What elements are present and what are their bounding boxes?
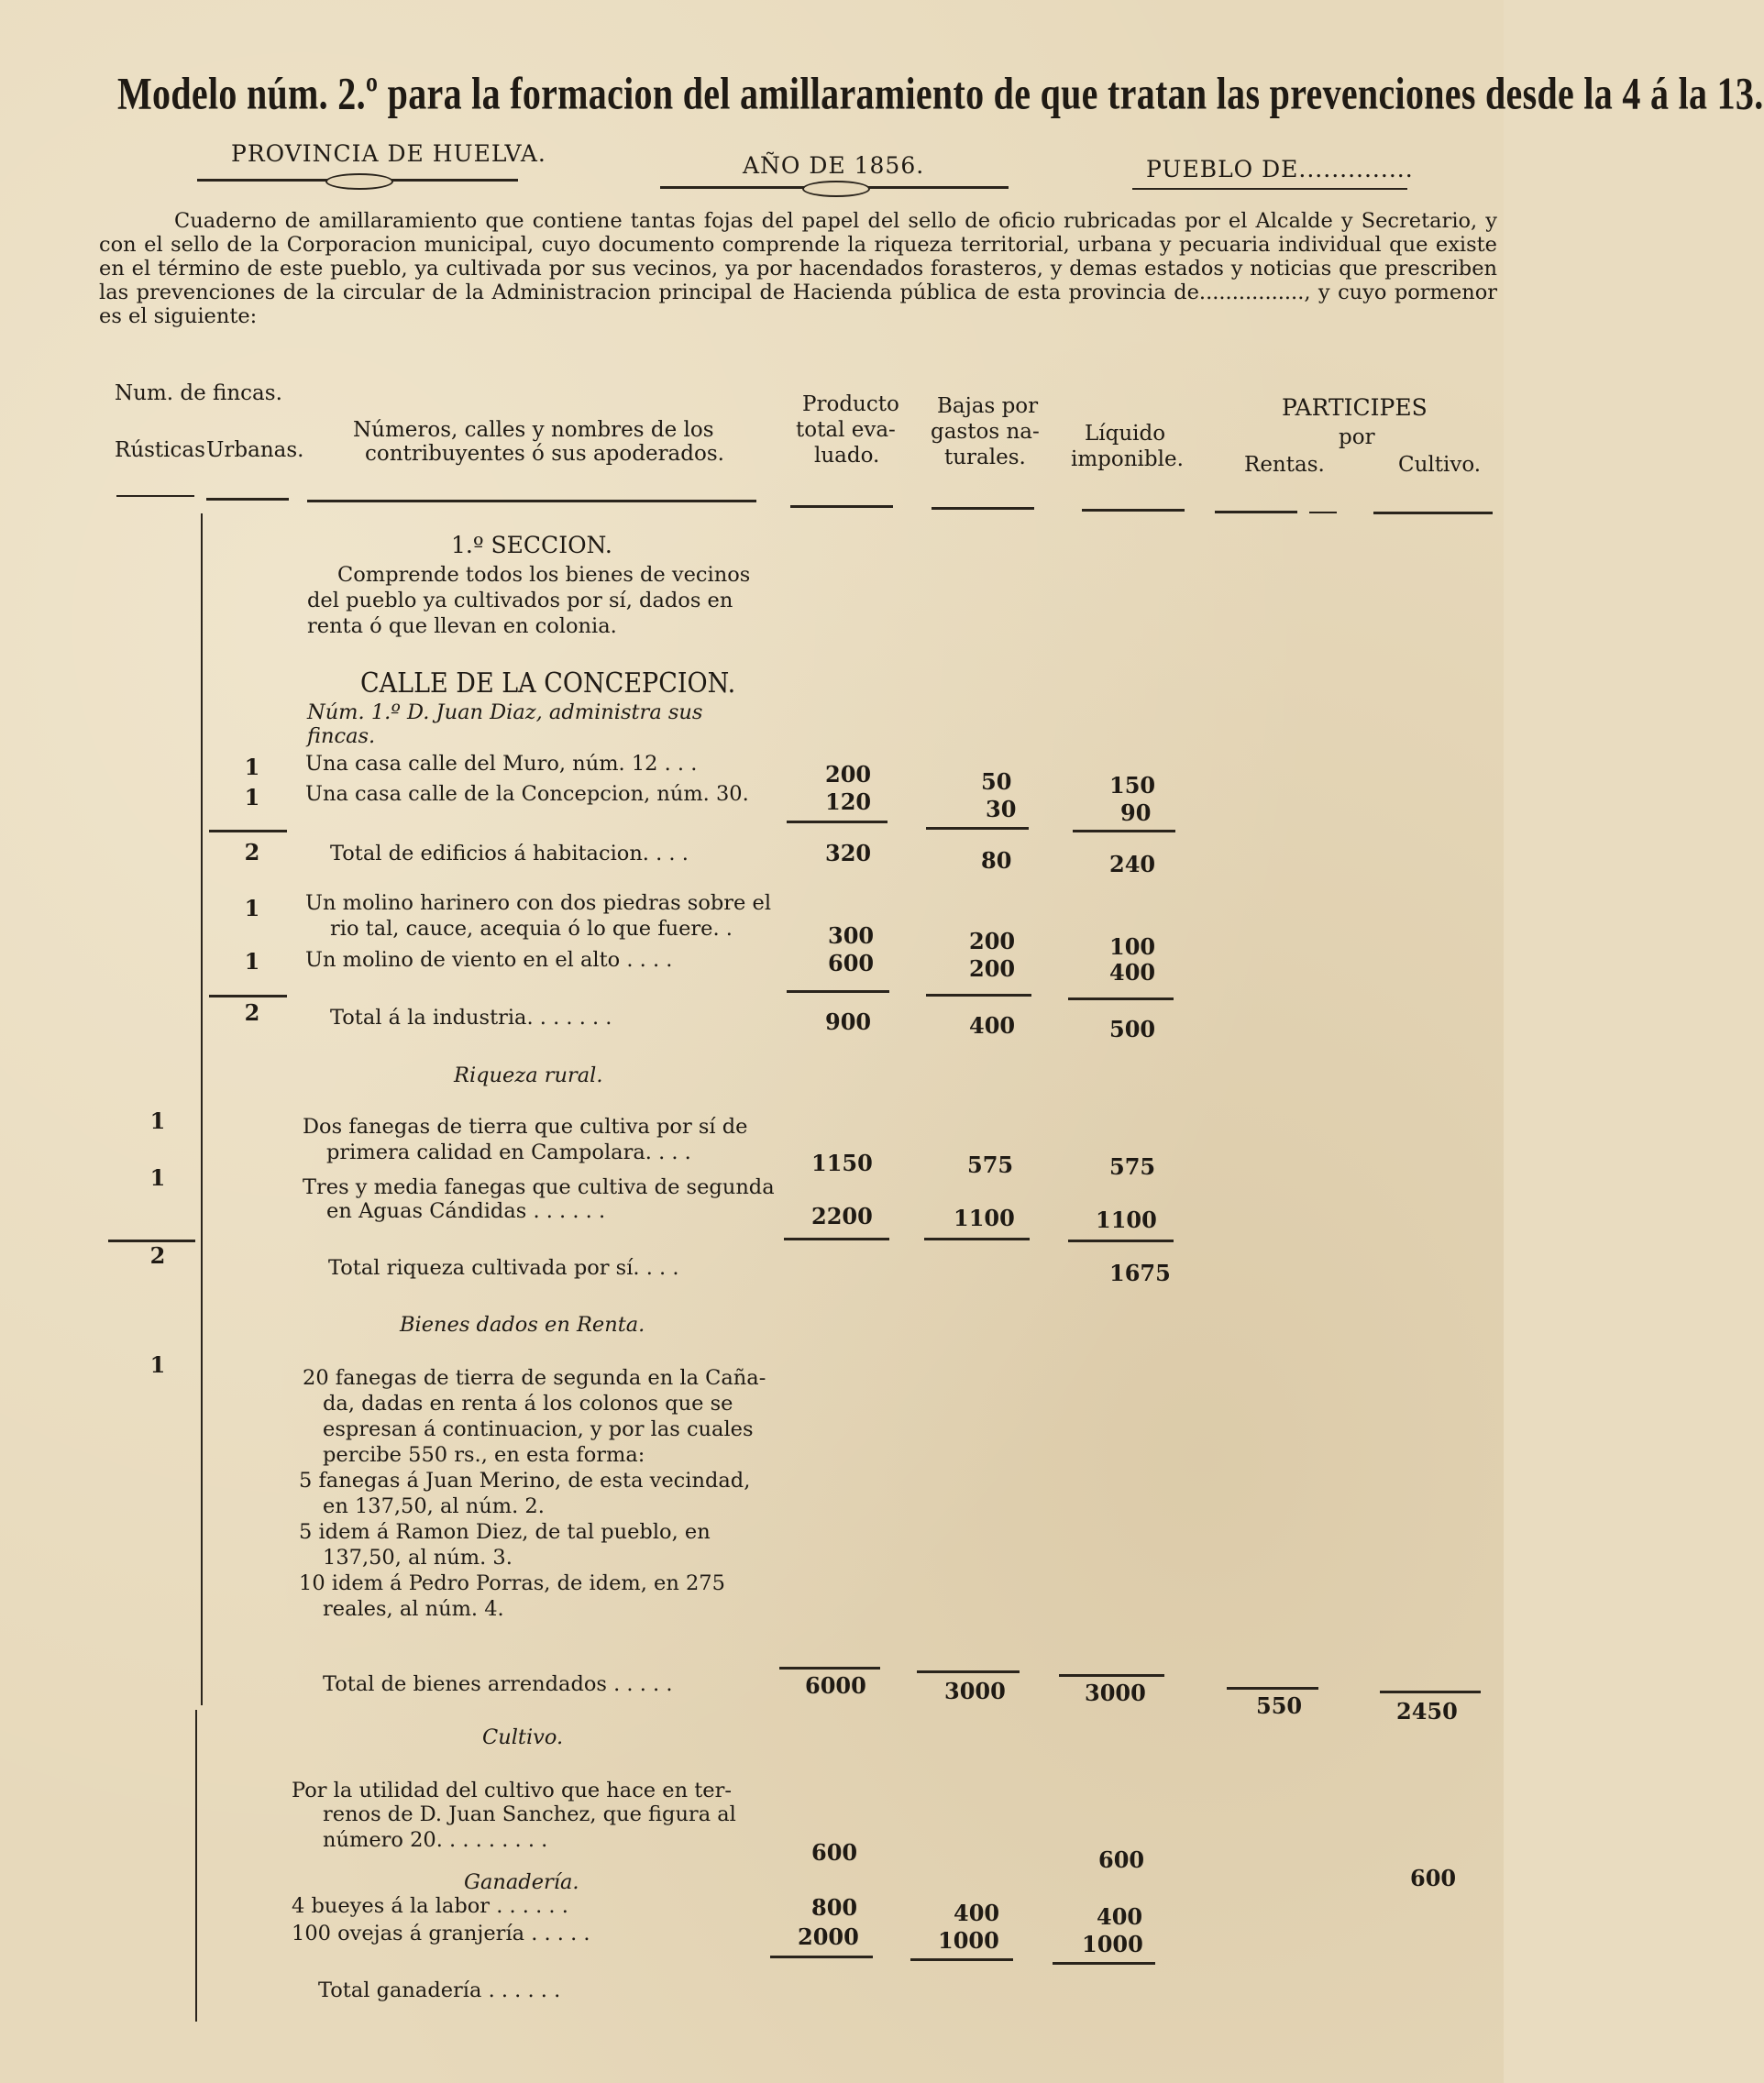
col-bajas-1: Bajas por [937,394,1039,418]
table-cell-liquido: 1675 [1109,1260,1171,1286]
subtotal-rule [779,1667,880,1670]
table-cell-cultivo: 2450 [1396,1698,1458,1725]
table-cell-urbanas: 2 [244,839,260,865]
renta-line: 137,50, al núm. 3. [323,1546,513,1570]
table-cell-description: Total de bienes arrendados . . . . . [323,1672,673,1696]
subtotal-rule [1059,1674,1164,1677]
table-cell-bajas: 50 [981,768,1012,795]
subtotal-rule [1068,1240,1174,1242]
renta-line: 20 fanegas de tierra de segunda en la Caña- [303,1366,766,1390]
table-cell-producto: 2200 [811,1203,873,1229]
subheading-bienes-renta: Bienes dados en Renta. [400,1313,645,1337]
header-pueblo: PUEBLO DE.............. [1146,156,1414,182]
table-cell-bajas: 200 [969,955,1016,982]
subtotal-rule [924,1238,1030,1240]
table-cell-bajas: 3000 [944,1678,1006,1704]
column-separator [195,1710,197,2022]
table-cell-rusticas: 2 [149,1242,166,1269]
col-participes: PARTICIPES [1282,394,1428,421]
table-cell-producto: 6000 [805,1672,866,1699]
col-producto-1: Producto [802,392,899,416]
table-cell-producto: 2000 [798,1923,859,1950]
table-cell-rusticas: 1 [149,1108,166,1134]
table-cell-description: Total ganadería . . . . . . [318,1978,561,2002]
table-cell-bajas: 200 [969,928,1016,954]
table-cell-producto: 600 [811,1839,858,1866]
table-cell-liquido: 100 [1109,933,1156,960]
table-cell-bajas: 1000 [938,1927,999,1954]
table-cell-bajas: 80 [981,847,1012,874]
table-cell-producto: 600 [828,950,875,976]
table-cell-producto: 1150 [811,1150,873,1176]
table-cell-rusticas: 1 [149,1351,166,1378]
table-cell-liquido: 400 [1109,959,1156,986]
table-cell-producto: 200 [825,761,872,788]
col-por: por [1339,425,1375,449]
renta-line: 10 idem á Pedro Porras, de idem, en 275 [299,1571,725,1595]
table-cell-description: 4 bueyes á la labor . . . . . . [292,1894,568,1918]
table-cell-liquido: 500 [1109,1016,1156,1042]
table-cell-bajas: 400 [969,1012,1016,1039]
subtotal-rule [1053,1962,1155,1965]
table-cell-urbanas: 1 [244,895,260,921]
table-cell-description: Dos fanegas de tierra que cultiva por sí de [303,1115,748,1139]
table-cell-urbanas: 1 [244,784,260,810]
col-producto-2: total eva- [796,418,896,442]
owner-heading: fincas. [307,724,376,748]
table-cell-description: Un molino de viento en el alto . . . . [305,948,673,972]
table-cell-bajas: 30 [986,796,1017,822]
table-cell-urbanas: 1 [244,754,260,780]
header-ano: AÑO DE 1856. [743,152,925,179]
subtotal-rule [926,827,1029,830]
col-bajas-2: gastos na- [931,420,1040,444]
table-cell-bajas: 575 [967,1152,1014,1178]
table-cell-bajas: 400 [954,1900,1000,1926]
intro-paragraph [99,209,1497,328]
header-rule [1373,512,1493,514]
section-desc: Comprende todos los bienes de vecinos [337,563,751,587]
table-cell-cultivo: 600 [1410,1865,1457,1891]
table-cell-producto: 300 [828,922,875,949]
col-producto-3: luado. [814,444,880,468]
table-cell-description: Una casa calle de la Concepcion, núm. 30. [305,782,749,806]
subheading-cultivo: Cultivo. [482,1725,564,1749]
table-cell-liquido: 1100 [1096,1207,1157,1233]
renta-line: percibe 550 rs., en esta forma: [323,1443,645,1467]
table-cell-producto: 320 [825,840,872,866]
subtotal-rule [787,990,889,993]
header-rule [1215,511,1297,513]
col-bajas-3: turales. [944,446,1026,469]
table-cell-liquido: 575 [1109,1153,1156,1180]
table-cell-description: 100 ovejas á granjería . . . . . [292,1922,590,1945]
renta-line: 5 idem á Ramon Diez, de tal pueblo, en [299,1520,711,1544]
table-cell-urbanas: 2 [244,999,260,1026]
intro-text: Cuaderno de amillaramiento que contiene tantas fojas del papel del sello de oficio rubricadas por el Alcalde y Secretario, y con el sello de la Corporacion municipal, cuyo documento comprende la riqueza territorial, urbana y pecuaria individual que existe en el término de este pueblo, ya cultivada por sus vecinos, ya por hacendados forasteros, y demas estados y noticias que prescriben las prevenciones de la circular de la Administracion principal de Hacienda pública de esta provincia de................, y cuyo pormenor es el siguiente: [99,209,1497,328]
subtotal-rule [787,821,888,823]
header-ornament-center [660,186,1009,189]
street-heading: CALLE DE LA CONCEPCION. [360,667,736,700]
renta-line: da, dadas en renta á los colonos que se [323,1392,733,1416]
table-cell-rentas: 550 [1256,1692,1303,1719]
table-cell-description: Tres y media fanegas que cultiva de segunda [303,1175,775,1199]
col-contribuyentes-2: contribuyentes ó sus apoderados. [365,442,724,466]
col-num-fincas: Num. de fincas. [115,381,282,405]
table-cell-description: Un molino harinero con dos piedras sobre el [305,891,772,915]
subtotal-rule [1227,1687,1318,1690]
subtotal-rule [1380,1691,1481,1693]
col-rentas: Rentas. [1244,453,1325,477]
col-liquido-2: imponible. [1071,447,1184,471]
table-cell-description: Total de edificios á habitacion. . . . [330,842,689,865]
table-cell-liquido: 150 [1109,772,1156,799]
section-title: 1.º SECCION. [451,532,612,558]
subtotal-rule [209,830,287,832]
subtotal-rule [910,1958,1013,1961]
table-cell-description: número 20. . . . . . . . . [323,1828,548,1852]
renta-line: 5 fanegas á Juan Merino, de esta vecindad, [299,1469,751,1493]
table-cell-description: renos de D. Juan Sanchez, que figura al [323,1802,736,1826]
subtotal-rule [926,994,1031,997]
table-cell-producto: 800 [811,1894,858,1921]
subheading-riqueza-rural: Riqueza rural. [454,1064,603,1087]
header-rule [116,495,194,497]
subtotal-rule [917,1670,1020,1673]
table-cell-description: Total riqueza cultivada por sí. . . . [328,1256,679,1280]
column-separator [201,513,203,1705]
table-cell-description: Por la utilidad del cultivo que hace en ter- [292,1779,732,1802]
header-rule [932,507,1034,510]
subtotal-rule [784,1238,889,1240]
header-rule [1309,512,1337,513]
section-desc: renta ó que llevan en colonia. [307,614,617,638]
col-urbanas: Urbanas. [206,438,304,462]
table-cell-urbanas: 1 [244,948,260,975]
table-cell-liquido: 600 [1098,1846,1145,1873]
table-cell-rusticas: 1 [149,1164,166,1191]
table-cell-liquido: 1000 [1082,1931,1143,1957]
table-cell-liquido: 400 [1097,1903,1143,1930]
subheading-ganaderia: Ganadería. [464,1870,579,1894]
table-cell-liquido: 3000 [1085,1680,1146,1706]
header-pueblo-rule [1132,188,1407,190]
col-contribuyentes-1: Números, calles y nombres de los [353,418,714,442]
table-cell-producto: 120 [825,788,872,815]
subtotal-rule [770,1956,873,1958]
table-cell-description: Una casa calle del Muro, núm. 12 . . . [305,752,698,776]
table-cell-description: en Aguas Cándidas . . . . . . [326,1199,606,1223]
subtotal-rule [209,995,287,997]
table-cell-producto: 900 [825,1008,872,1035]
col-rusticas: Rústicas [115,438,205,462]
col-cultivo: Cultivo. [1398,453,1482,477]
section-desc: del pueblo ya cultivados por sí, dados en [307,589,733,612]
subtotal-rule [1073,830,1175,832]
table-cell-description: Total á la industria. . . . . . . [330,1006,612,1030]
table-cell-liquido: 90 [1120,799,1152,826]
col-liquido-1: Líquido [1085,422,1166,446]
header-rule [206,498,289,501]
header-rule [1082,509,1185,512]
renta-line: reales, al núm. 4. [323,1597,504,1621]
owner-heading: Núm. 1.º D. Juan Diaz, administra sus [307,700,703,724]
header-rule [307,500,756,502]
document-title: Modelo núm. 2.º para la formacion del amillaramiento de que tratan las prevenciones desde la 4 á la 13. [117,67,1764,119]
header-rule [790,505,893,508]
table-cell-description: rio tal, cauce, acequia ó lo que fuere. . [330,917,733,941]
renta-line: espresan á continuacion, y por las cuales [323,1417,754,1441]
renta-line: en 137,50, al núm. 2. [323,1494,545,1518]
header-ornament-left [197,179,518,182]
table-cell-liquido: 240 [1109,851,1156,877]
table-cell-bajas: 1100 [954,1205,1015,1231]
table-cell-description: primera calidad en Campolara. . . . [326,1141,691,1164]
header-provincia: PROVINCIA DE HUELVA. [231,140,546,167]
subtotal-rule [1068,997,1174,1000]
